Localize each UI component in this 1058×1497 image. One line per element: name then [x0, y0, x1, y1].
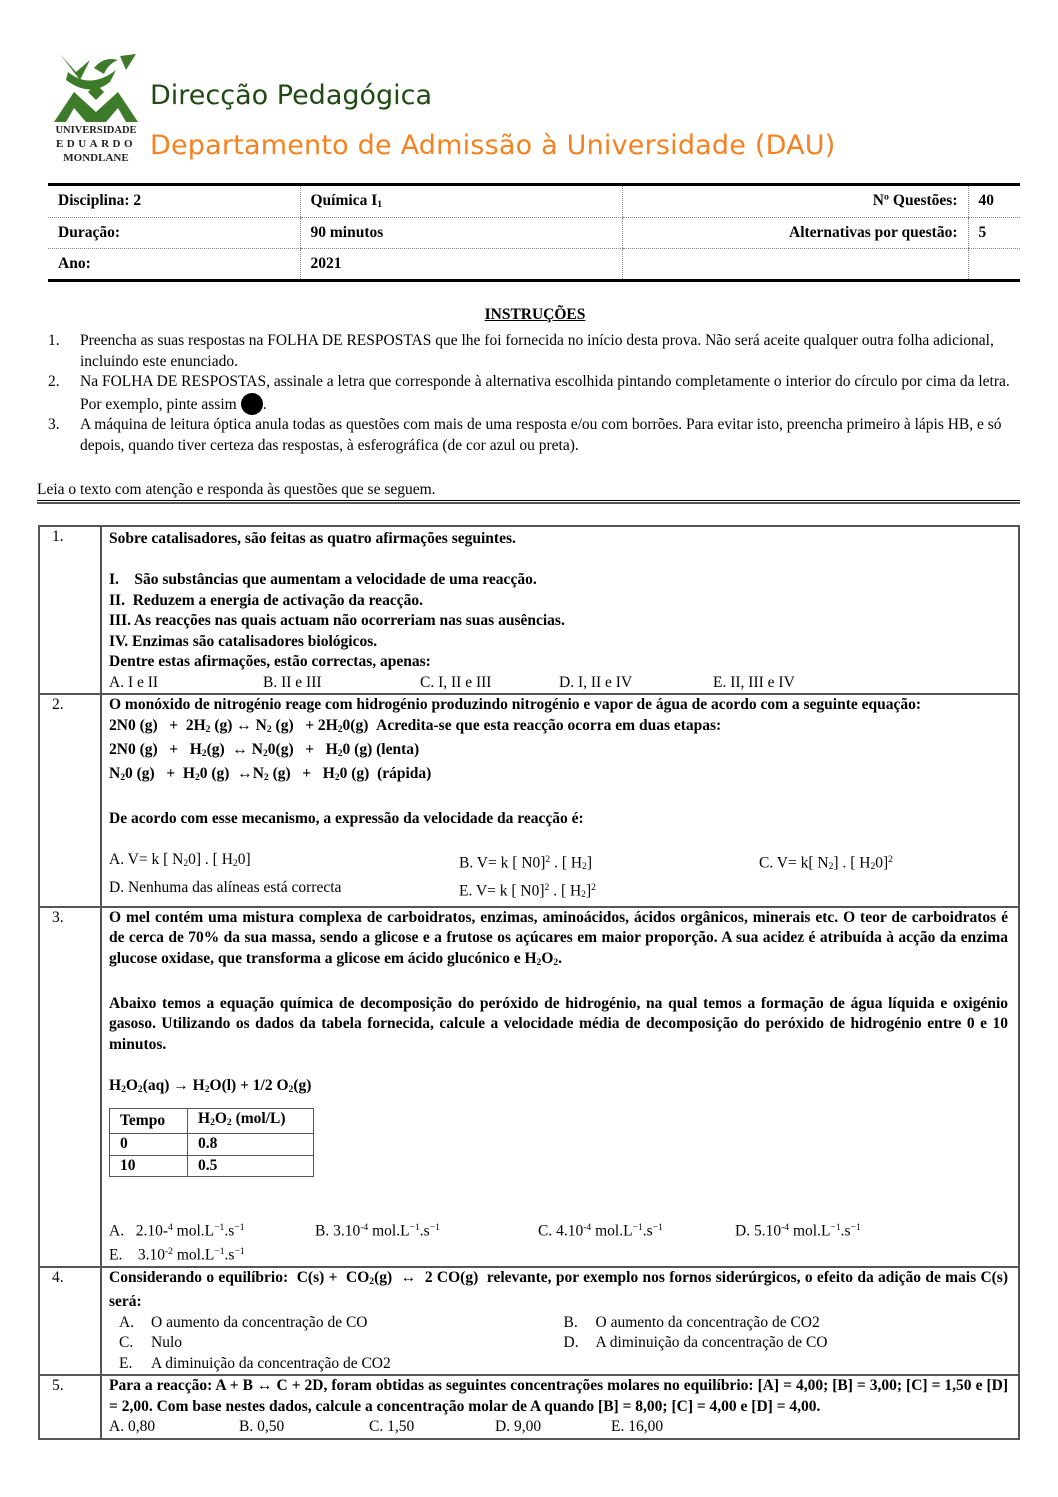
- header-title: Direcção Pedagógica: [150, 80, 433, 111]
- table-cell: 0.5: [188, 1155, 314, 1177]
- statement: II. Reduzem a energia de activação da reacção.: [109, 591, 423, 609]
- spacer: [109, 550, 1008, 571]
- info-row: [48, 248, 1020, 279]
- option-e[interactable]: E. V= k [ N0]$^2$ . [ $H_2]^2$: [459, 881, 596, 901]
- option-letter: D.: [563, 1334, 579, 1352]
- question-body: [102, 1268, 1018, 1374]
- options-row: [109, 1242, 1008, 1266]
- decomposition-equation: $H_2O_2(aq) \to H_2O(l) + 1/2$ $O_2(g)$: [109, 1076, 312, 1095]
- option-e[interactable]: E. 16,00: [611, 1418, 664, 1436]
- option-c[interactable]: C. $4.10^{-4}$ $mol.L^{-1}.s^{-1}$: [538, 1222, 663, 1240]
- question-stem: O monóxido de nitrogénio reage com hidrogénio produzindo nitrogénio e vapor de água de acordo com a seguinte equação:: [109, 696, 922, 713]
- option-c[interactable]: C. 1,50: [369, 1418, 415, 1436]
- option-letter: C.: [538, 1222, 553, 1240]
- equation-note: Acredita-se que esta reacção ocorra em duas etapas:: [376, 716, 722, 734]
- spacer: [109, 1055, 1008, 1076]
- options-row: [109, 1417, 1008, 1438]
- option-exp: -4: [360, 1222, 369, 1234]
- instruction-number: 3.: [48, 416, 60, 433]
- stem-end: relevante, por exemplo nos fornos siderúrgicos, o efeito da adição de mais C(s) será:: [109, 1269, 1008, 1311]
- option-a[interactable]: A. V= k [ $N_20$] . [ $H_20$]: [109, 851, 251, 870]
- statement: I. São substâncias que aumentam a velocidade de uma reacção.: [109, 571, 537, 588]
- table-cell: 0.8: [188, 1134, 314, 1156]
- option-d[interactable]: D. 9,00: [495, 1418, 542, 1436]
- instruction-number: 1.: [48, 332, 60, 349]
- instruction-item: [48, 415, 1020, 456]
- subject-value: [300, 186, 622, 217]
- duration-value: 90 minutos: [300, 217, 622, 248]
- stem-start: Considerando o equilíbrio:: [109, 1269, 289, 1286]
- alternatives-label: Alternativas por questão:: [622, 217, 968, 248]
- header-subtitle: Departamento de Admissão à Universidade (DAU): [150, 130, 836, 161]
- option-letter: A.: [109, 1222, 125, 1240]
- duration-label: Duração:: [48, 217, 300, 248]
- options-row: [109, 1218, 1008, 1242]
- overall-equation: 2N0 $(g) + 2H_2$ (g) ↔ $N_2$ $(g) + 2H_20(g)$ Acredita-se que esta reacção ocorra em duas etapas:: [109, 716, 722, 735]
- question-5: [40, 1376, 1018, 1438]
- question-stem: Considerando o equilíbrio: $C(s) + CO_2(g)$ ↔ 2 CO(g) relevante, por exemplo nos fornos siderúrgicos, o efeito da adição de mais C(s) será:: [109, 1269, 1008, 1311]
- spacer: [109, 973, 1008, 994]
- question-number: 5.: [40, 1376, 102, 1438]
- question-3: [40, 908, 1018, 1268]
- option-b[interactable]: B. II e III: [263, 673, 322, 691]
- questions-value: 40: [968, 186, 1020, 217]
- option-unit: mol.L: [372, 1222, 410, 1240]
- question-stem: Para a reacção: A + B ↔ C + 2D, foram obtidas as seguintes concentrações molares no equilíbrio: [A] = 4,00; [B] = 3,00; [C] = 1,50 e [D] = 2,00. Com base nestes dados, calcule a concentração molar de A quando [B] = 8,00; [C] = 4,00 e [D] = 4,00.: [109, 1377, 1008, 1415]
- instruction-number: 2.: [48, 373, 60, 390]
- filled-circle-icon: [241, 393, 263, 415]
- option-text: O aumento da concentração de CO2: [595, 1313, 820, 1331]
- option-exp: 4: [168, 1222, 173, 1234]
- questions-table: [38, 525, 1020, 1440]
- options-row: [109, 673, 1008, 694]
- option-exp: -4: [583, 1222, 592, 1234]
- option-coef: 2.10-: [135, 1222, 168, 1240]
- table-cell: 0: [110, 1134, 188, 1156]
- option-unit: mol.L: [176, 1246, 215, 1264]
- option-d[interactable]: D. I, II e IV: [559, 673, 633, 691]
- table-header: Tempo: [110, 1109, 188, 1134]
- option-letter: E.: [119, 1354, 133, 1372]
- options-row: [109, 878, 1008, 906]
- empty-cell: [622, 248, 968, 279]
- instruction-text: Preencha as suas respostas na FOLHA DE RESPOSTAS que lhe foi fornecida no início desta prova. Não será aceite qualquer outra folha adicional, incluindo este enunciado.: [80, 332, 994, 370]
- table-cell: 10: [110, 1155, 188, 1177]
- option-d[interactable]: [564, 1333, 1009, 1354]
- question-body: [102, 1376, 1018, 1438]
- option-a[interactable]: [119, 1313, 564, 1334]
- option-coef: 4.10: [556, 1222, 584, 1240]
- instruction-text: A máquina de leitura óptica anula todas as questões com mais de uma resposta e/ou com borrões. Para evitar isto, preencha primeiro à lápis HB, e só depois, quando tiver certeza das respostas, à esferográfica (de cor azul ou preta).: [80, 416, 1002, 454]
- option-letter: B.: [315, 1222, 330, 1240]
- question-1: [40, 527, 1018, 695]
- logo-line-2: EDUARDO: [55, 138, 137, 150]
- question-paragraph-1: O mel contém uma mistura complexa de carboidratos, enzimas, aminoácidos, ácidos orgânicos, minerais etc. O teor de carboidratos é de cerca de 70% da sua massa, sendo a glicose e a frutose os açúcares em maior proporção. A sua acidez é atribuída à acção da enzima glucose oxidase, que transforma a glicose em ácido glucónico e $H_2O_2$.: [109, 908, 1008, 968]
- step-2-tag: (rápida): [377, 765, 432, 783]
- concentration-table: [109, 1108, 314, 1177]
- option-exp: -2: [164, 1246, 173, 1258]
- statement: IV. Enzimas são catalisadores biológicos.: [109, 632, 378, 650]
- discipline-label: Disciplina: 2: [48, 186, 300, 217]
- instruction-text: Na FOLHA DE RESPOSTAS, assinale a letra que corresponde à alternativa escolhida pintando completamente o interior do círculo por cima da letra. Por exemplo, pinte assim: [80, 373, 1010, 413]
- option-unit: mol.L: [595, 1222, 633, 1240]
- alternatives-value: 5: [968, 217, 1020, 248]
- step-1-tag: (lenta): [376, 740, 420, 758]
- option-coef: 3.10: [137, 1246, 165, 1264]
- option-d[interactable]: D. Nenhuma das alíneas está correcta: [109, 878, 342, 896]
- question-4: [40, 1268, 1018, 1376]
- option-b[interactable]: B. 0,50: [239, 1418, 285, 1436]
- option-c[interactable]: C. I, II e III: [420, 673, 492, 691]
- instruction-item: [48, 331, 1020, 372]
- empty-cell: [968, 248, 1020, 279]
- info-row: [48, 217, 1020, 248]
- option-text: O aumento da concentração de CO: [151, 1313, 368, 1331]
- option-unit: mol.L: [176, 1222, 215, 1240]
- question-prompt: De acordo com esse mecanismo, a expressão da velocidade da reacção é:: [109, 810, 584, 828]
- question-2: [40, 695, 1018, 908]
- spacer: [109, 830, 1008, 851]
- option-a[interactable]: A. I e II: [109, 673, 159, 691]
- question-number: 3.: [40, 908, 102, 1266]
- question-stem: Sobre catalisadores, são feitas as quatro afirmações seguintes.: [109, 530, 516, 547]
- table-row: [110, 1155, 314, 1177]
- instruction-item: [48, 372, 1020, 415]
- questions-label: Nº Questões:: [622, 186, 968, 217]
- option-e[interactable]: E. $3.10^{-2}$ $mol.L^{-1}.s^{-1}$: [109, 1246, 245, 1264]
- table-row: [110, 1134, 314, 1156]
- question-number: 1.: [40, 527, 102, 693]
- option-e[interactable]: [119, 1354, 564, 1375]
- exam-info-table: [48, 183, 1020, 282]
- step-1-equation: 2N0 $(g) + H_2(g)$ ↔ $N_20(g) + H_20$ (g) (lenta): [109, 740, 420, 759]
- divider: [37, 500, 1020, 504]
- question-body: [102, 527, 1018, 693]
- year-label: Ano:: [58, 254, 91, 272]
- option-a[interactable]: A. 2.10-$^4$ $mol.L^{-1}.s^{-1}$: [109, 1222, 245, 1240]
- option-c[interactable]: C. V= k[ $N_2$] . [ $H_20]^2$: [759, 854, 893, 873]
- table-header: $H_2O_2$ (mol/L): [188, 1109, 314, 1134]
- subject-subscript: 1: [377, 199, 383, 211]
- option-letter: E.: [109, 1246, 123, 1264]
- question-prompt: Dentre estas afirmações, estão correctas, apenas:: [109, 653, 431, 670]
- instruction-suffix: .: [262, 395, 267, 413]
- instructions-title: INSTRUÇÕES: [484, 306, 586, 323]
- option-b[interactable]: B. V= k [ N0]$^2$ . [ $H_2$]: [459, 854, 593, 873]
- option-a[interactable]: A. 0,80: [109, 1418, 156, 1436]
- step-2-equation: $N_20$ $(g) + H_20$ (g) $\leftrightarrow N_2$ $(g) + H_20$ (g) (rápida): [109, 765, 432, 784]
- option-unit: mol.L: [792, 1222, 831, 1240]
- options-grid: [109, 1313, 1008, 1375]
- option-b[interactable]: [564, 1313, 1009, 1334]
- table-header-row: [110, 1109, 314, 1134]
- paragraph-text: O mel contém uma mistura complexa de carboidratos, enzimas, aminoácidos, ácidos orgânicos, minerais etc. O teor de carboidratos é de cerca de 70% da sua massa, sendo a glicose e a frutose os açúcares em maior proporção. A sua acidez é atribuída à acção da enzima glucose oxidase, que transforma a glicose em ácido glucónico e: [109, 908, 1008, 967]
- option-coef: 3.10: [333, 1222, 361, 1240]
- option-text: A diminuição da concentração de CO: [595, 1334, 828, 1352]
- option-letter: B.: [563, 1313, 578, 1331]
- spacer: [109, 1177, 1008, 1218]
- option-letter: A.: [119, 1313, 135, 1331]
- instructions-list: [48, 331, 1020, 456]
- option-c[interactable]: [119, 1333, 564, 1354]
- subject-text: Química I: [310, 192, 378, 210]
- option-d[interactable]: D. $5.10^{-4}$ $mol.L^{-1}.s^{-1}$: [735, 1222, 861, 1240]
- year-value: 2021: [300, 248, 622, 279]
- option-letter: D.: [735, 1222, 751, 1240]
- question-paragraph-2: Abaixo temos a equação química de decomposição do peróxido de hidrogénio, na qual temos a formação de água líquida e oxigénio gasoso. Utilizando os dados da tabela fornecida, calcule a velocidade média de decomposição do peróxido de hidrogénio entre 0 e 10 minutos.: [109, 994, 1008, 1053]
- logo-line-1: UNIVERSIDADE: [55, 125, 137, 136]
- option-letter: C.: [119, 1334, 134, 1352]
- options-row: [109, 850, 1008, 878]
- question-body: [102, 695, 1018, 906]
- lead-text: Leia o texto com atenção e responda às questões que se seguem.: [37, 481, 436, 498]
- question-body: [102, 908, 1018, 1266]
- university-logo-icon: [50, 50, 142, 168]
- question-number: 2.: [40, 695, 102, 906]
- logo-line-3: MONDLANE: [63, 152, 129, 164]
- option-e[interactable]: E. II, III e IV: [713, 673, 795, 691]
- option-b[interactable]: B. $3.10^{-4}$ $mol.L^{-1}.s^{-1}$: [315, 1222, 440, 1240]
- option-exp: -4: [781, 1222, 790, 1234]
- spacer: [109, 789, 1008, 810]
- info-row: [48, 186, 1020, 217]
- option-text: A diminuição da concentração de CO2: [151, 1354, 391, 1372]
- option-coef: 5.10: [753, 1222, 782, 1240]
- statement: III. As reacções nas quais actuam não ocorreriam nas suas ausências.: [109, 612, 565, 629]
- option-text: Nulo: [151, 1334, 182, 1352]
- question-number: 4.: [40, 1268, 102, 1374]
